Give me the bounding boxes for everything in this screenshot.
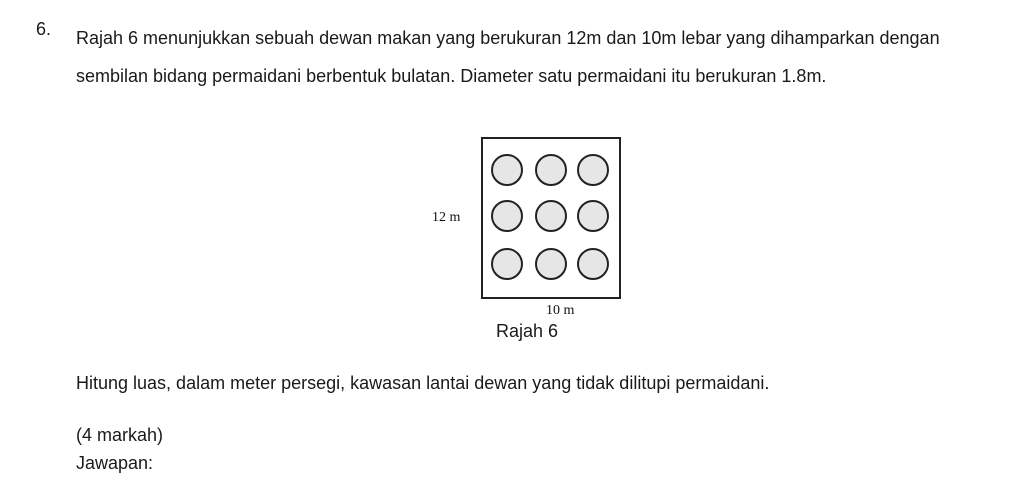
carpet-circle xyxy=(578,249,608,279)
marks-label: (4 markah) xyxy=(76,425,164,445)
carpet-circle xyxy=(536,201,566,231)
task-text: Hitung luas, dalam meter persegi, kawasan lantai dewan yang tidak dilitupi permaidani. xyxy=(76,373,770,393)
carpet-grid xyxy=(492,155,608,279)
figure-caption: Rajah 6 xyxy=(496,321,559,341)
height-label: 12 m xyxy=(432,210,461,225)
question-text: Rajah 6 menunjukkan sebuah dewan makan yang berukuran 12m dan 10m lebar yang dihamparkan dengan sembilan bidang permaidani berbentuk bulatan. Diameter satu permaidani itu berukuran 1.8m. xyxy=(76,28,940,86)
carpet-circle xyxy=(578,155,608,185)
carpet-circle xyxy=(536,249,566,279)
carpet-circle xyxy=(578,201,608,231)
carpet-circle xyxy=(492,201,522,231)
hall-diagram-svg xyxy=(425,136,625,318)
carpet-circle xyxy=(536,155,566,185)
carpet-circle xyxy=(492,155,522,185)
width-label: 10 m xyxy=(546,303,575,318)
question-number: 6. xyxy=(36,19,52,39)
answer-label: Jawapan: xyxy=(76,453,154,473)
hall-diagram xyxy=(425,136,625,318)
carpet-circle xyxy=(492,249,522,279)
